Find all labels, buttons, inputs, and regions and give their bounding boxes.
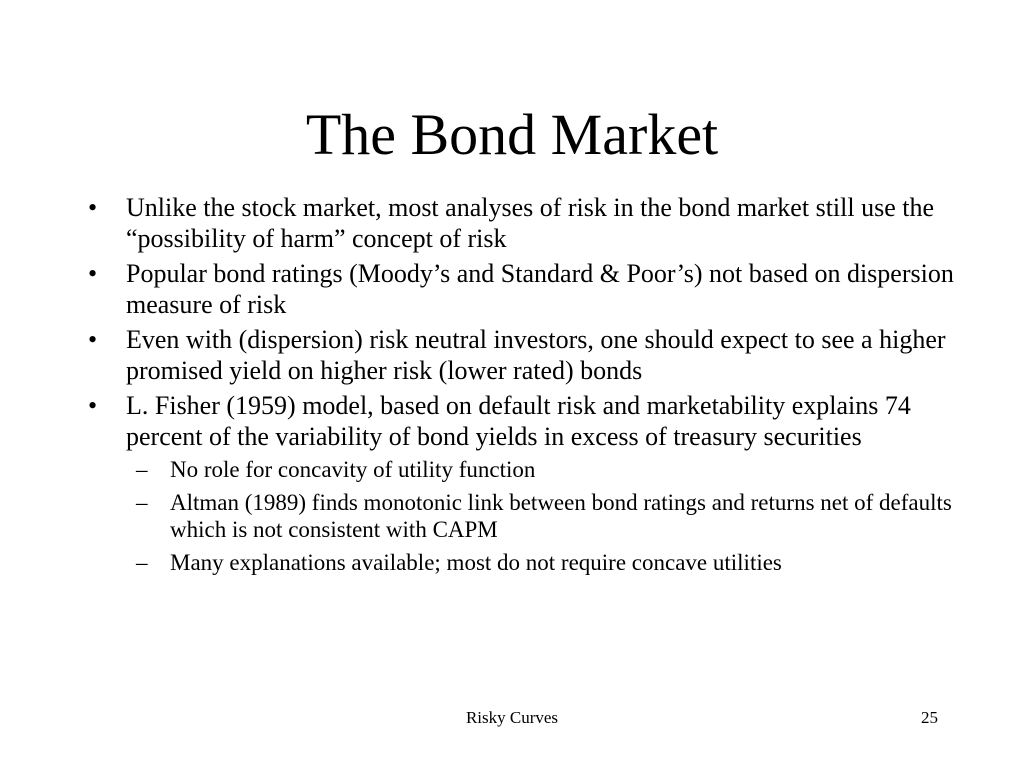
sub-bullet-list: [126, 456, 962, 576]
sub-bullet-text: Altman (1989) finds monotonic link between bond ratings and returns net of defaults which is not consistent with CAPM: [170, 490, 952, 542]
slide-content: [82, 192, 962, 582]
sub-bullet-marker: –: [136, 457, 148, 482]
bullet-item: [82, 192, 962, 254]
bullet-text: L. Fisher (1959) model, based on default risk and marketability explains 74 percent of the variability of bond yields in excess of treasury securities: [126, 391, 911, 451]
page-number: 25: [921, 708, 938, 727]
bullet-marker: •: [88, 391, 98, 420]
bullet-item: [82, 258, 962, 320]
sub-bullet-marker: –: [136, 550, 148, 575]
bullet-text: Unlike the stock market, most analyses of risk in the bond market still use the “possibility of harm” concept of risk: [126, 193, 935, 253]
bullet-marker: •: [88, 259, 98, 288]
footer-title: Risky Curves: [465, 708, 559, 727]
bullet-item: [82, 390, 962, 576]
sub-bullet-marker: –: [136, 490, 148, 515]
slide-title: The Bond Market: [305, 102, 719, 167]
bullet-text: Even with (dispersion) risk neutral investors, one should expect to see a higher promised yield on higher risk (lower rated) bonds: [126, 325, 946, 385]
sub-bullet-item: [126, 549, 962, 576]
bullet-text: Popular bond ratings (Moody’s and Standard & Poor’s) not based on dispersion measure of risk: [126, 259, 954, 319]
bullet-item: [82, 324, 962, 386]
sub-bullet-item: [126, 489, 962, 543]
bullet-marker: •: [88, 193, 98, 222]
sub-bullet-text: No role for concavity of utility function: [170, 457, 536, 482]
sub-bullet-text: Many explanations available; most do not require concave utilities: [170, 550, 782, 575]
sub-bullet-item: [126, 456, 962, 483]
bullet-list: [82, 192, 962, 576]
bullet-marker: •: [88, 325, 98, 354]
